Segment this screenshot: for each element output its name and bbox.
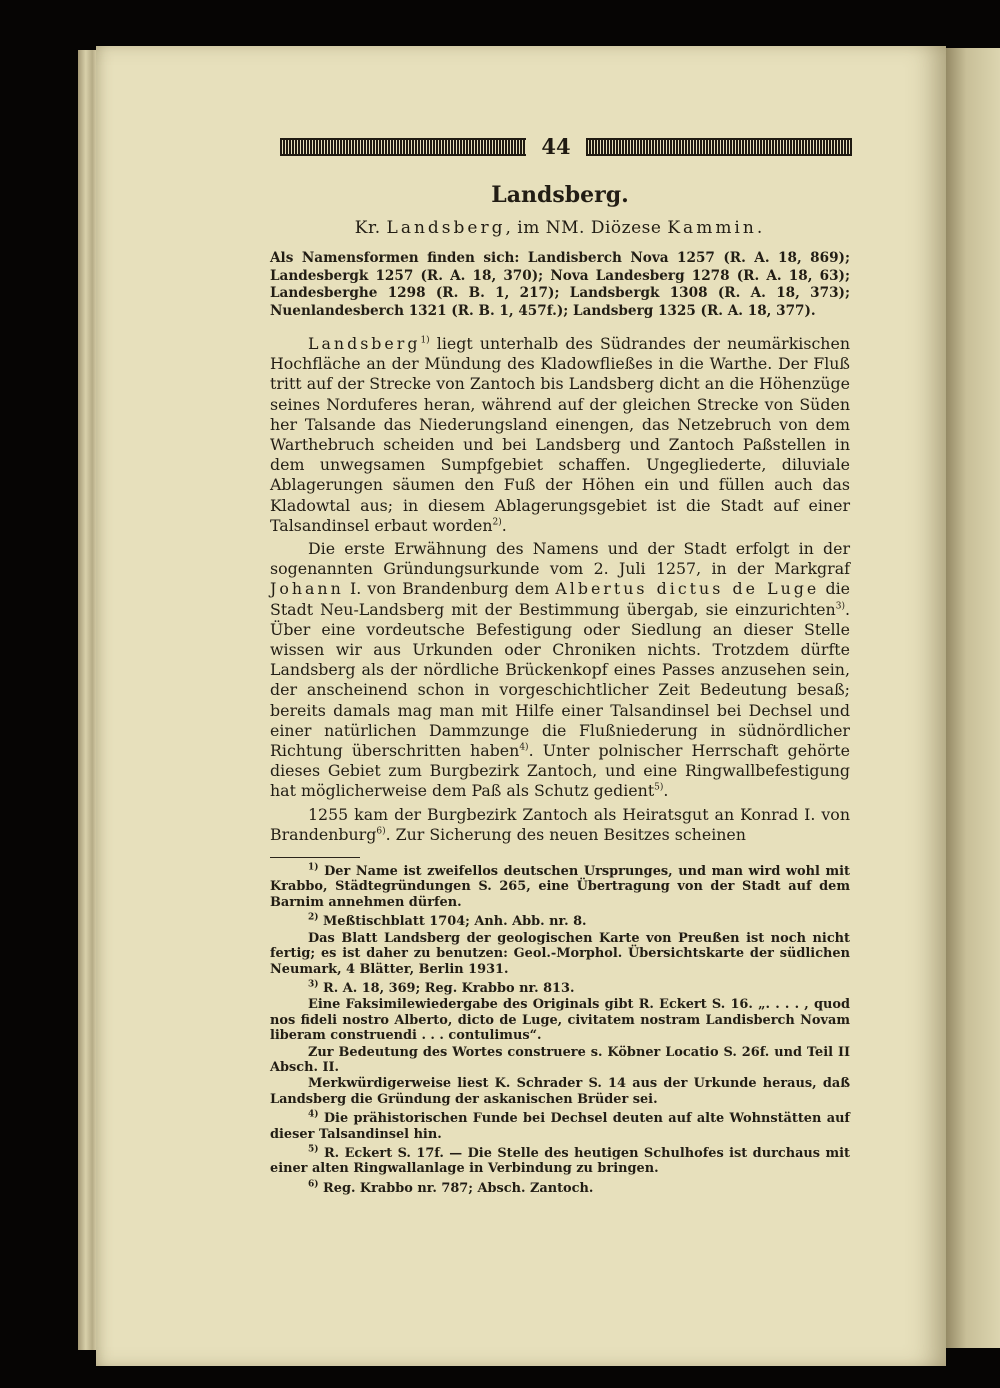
- subtitle-district: Landsberg: [386, 218, 506, 238]
- paragraph-text: die Stadt Neu-Landsberg mit der Bestimmung übergab, sie einzurichten: [270, 579, 850, 619]
- footnote: [270, 1111, 850, 1142]
- footnote-text: R. Eckert S. 17f. — Die Stelle des heutigen Schulhofes ist durchaus mit einer alten Ringwallanlage in Verbindung zu bringen.: [270, 1145, 850, 1177]
- footnote: [270, 1181, 850, 1196]
- footnote-text: Reg. Krabbo nr. 787; Absch. Zantoch.: [323, 1180, 594, 1196]
- footnote-ref: 3): [835, 601, 845, 612]
- footnote: [270, 981, 850, 996]
- person-name: Johann: [270, 579, 344, 599]
- footnote-text: Merkwürdigerweise liest K. Schrader S. 14 aus der Urkunde heraus, daß Landsberg die Gründung der askanischen Brüder sei.: [270, 1076, 850, 1107]
- footnote: [270, 914, 850, 929]
- footnote: [270, 1146, 850, 1177]
- footnote-ref: 6): [376, 826, 386, 837]
- page-content: [270, 180, 850, 1196]
- footnote-ref: 5): [654, 783, 664, 794]
- footnote-continuation: [270, 931, 850, 977]
- footnote-ref: 4): [519, 742, 529, 753]
- footnote-mark: 3): [308, 979, 319, 990]
- paragraph-text: 1255 kam der Burgbezirk Zantoch als Heiratsgut an Konrad I. von Brandenburg: [270, 804, 850, 844]
- page-title: Landsberg.: [491, 182, 629, 208]
- footnote-continuation: [270, 997, 850, 1043]
- body-text: [270, 334, 850, 845]
- paragraph-text: . Unter polnischer Herrschaft gehörte dieses Gebiet zum Burgbezirk Zantoch, und eine Ringwallbefestigung hat möglicherweise dem Paß als Schutz gedient: [270, 741, 850, 801]
- paragraph-text: I. von Brandenburg dem: [343, 579, 556, 599]
- subtitle-prefix: Kr.: [354, 218, 381, 238]
- footnote-mark: 4): [308, 1109, 319, 1120]
- footnote: [270, 864, 850, 910]
- footnote-text: Die prähistorischen Funde bei Dechsel deuten auf alte Wohnstätten auf dieser Talsandinsel hin.: [270, 1111, 850, 1142]
- subtitle-mid: , im NM. Diözese: [505, 218, 662, 238]
- name-forms: Als Namensformen finden sich: Landisberch Nova 1257 (R. A. 18, 869); Landesbergk 1257 (R. A. 18, 370); Nova Landesberg 1278 (R. A. 18, 63); Landesberghe 1298 (R. B. 1, 217); Landsbergk 1308 (R. A. 18, 373); Nuenlandesberch 1321 (R. B. 1, 457f.); Landsberg 1325 (R. A. 18, 377).: [270, 250, 850, 319]
- footnote-text: R. A. 18, 369; Reg. Krabbo nr. 813.: [323, 980, 575, 996]
- person-name: Albertus dictus de Luge: [555, 579, 820, 599]
- facing-page-edge: [944, 48, 1000, 1348]
- footnote-mark: 1): [308, 862, 319, 873]
- header-rule-left: [280, 138, 526, 156]
- footnotes: [270, 864, 850, 1196]
- footnote-mark: 2): [308, 913, 319, 923]
- page-number: 44: [541, 134, 571, 159]
- footnote-mark: 6): [308, 1179, 319, 1190]
- header-rule-right: [586, 138, 852, 156]
- footnote-text: Zur Bedeutung des Wortes construere s. Köbner Locatio S. 26f. und Teil II Absch. II.: [270, 1044, 850, 1075]
- paragraph-text: .: [663, 781, 669, 801]
- footnote-text: Eine Faksimilewiedergabe des Originals gibt R. Eckert S. 16. „. . . . , quod nos fideli nostro Alberto, dicto de Luge, civitatem nostram Landisberch Novam liberam construendi . . . contulimus“.: [270, 997, 850, 1044]
- footnote-ref: 2): [492, 517, 502, 528]
- page-header: [280, 134, 852, 160]
- paragraph-lead: Landsberg: [308, 334, 421, 353]
- footnote-text: Das Blatt Landsberg der geologischen Karte von Preußen ist noch nicht fertig; es ist daher zu benutzen: Geol.-Morphol. Übersichtskarte der südlichen Neumark, 4 Blätter, Berlin 1931.: [270, 930, 850, 977]
- paragraph: [270, 539, 850, 802]
- subtitle-diocese: Kammin.: [667, 218, 766, 238]
- paragraph-text: liegt unterhalb des Südrandes der neumärkischen Hochfläche an der Mündung des Kladowfließes in die Warthe. Der Fluß tritt auf der Strecke von Zantoch bis Landsberg dicht an die Höhenzüge seines Norduferes heran, während auf der gleichen Strecke von Süden her Talsande das Niederungsland einengen, das Netzebruch von dem Warthebruch scheiden und bei Landsberg und Zantoch Paßstellen in dem unwegsamen Sumpfgebiet schaffen. Ungegliederte, diluviale Ablagerungen säumen den Fuß der Höhen ein und füllen auch das Kladowtal aus; in diesem Ablagerungsgebiet ist die Stadt auf einer Talsandinsel erbaut worden: [270, 334, 850, 535]
- paragraph: [270, 334, 850, 536]
- paragraph: [270, 805, 850, 845]
- footnote-continuation: [270, 1076, 850, 1107]
- footnote-continuation: [270, 1045, 850, 1076]
- paragraph-text: .: [501, 515, 507, 535]
- paragraph-text: . Über eine vordeutsche Befestigung oder Siedlung an dieser Stelle wissen wir aus Urkunden oder Chroniken nichts. Trotzdem dürfte Landsberg als der nördliche Brückenkopf eines Passes anzusehen sein, der anscheinend schon in vorgeschichtlicher Zeit Bedeutung besaß; bereits damals mag man mit Hilfe einer Talsandinsel bei Dechsel und einer natürlichen Dammzunge die Flußniederung in südnördlicher Richtung überschritten haben: [270, 599, 850, 761]
- footnote-mark: 5): [308, 1144, 319, 1155]
- paragraph-text: Die erste Erwähnung des Namens und der Stadt erfolgt in der sogenannten Gründungsurkunde vom 2. Juli 1257, in der Markgraf: [270, 539, 850, 579]
- paragraph-text: . Zur Sicherung des neuen Besitzes scheinen: [385, 824, 746, 844]
- footnote-text: Der Name ist zweifellos deutschen Ursprunges, und man wird wohl mit Krabbo, Städtegründungen S. 265, eine Übertragung von der Stadt auf dem Barnim annehmen dürfen.: [270, 864, 850, 910]
- page-subtitle: [270, 216, 850, 240]
- footnote-text: Meßtischblatt 1704; Anh. Abb. nr. 8.: [323, 914, 587, 930]
- footnote-ref: 1): [420, 335, 430, 346]
- footnote-divider: [270, 857, 360, 858]
